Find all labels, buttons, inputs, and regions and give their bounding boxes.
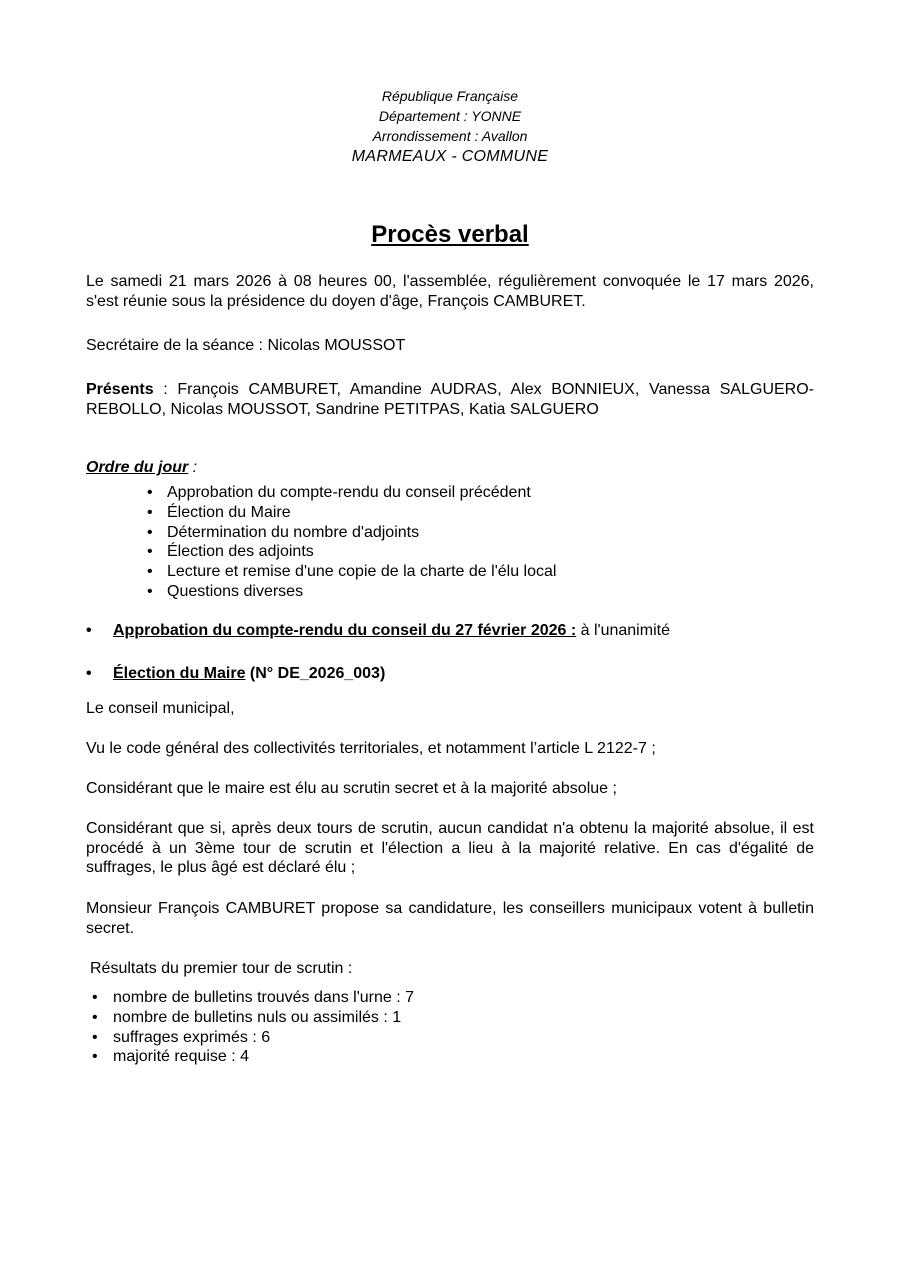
body-considerant-1: Considérant que le maire est élu au scrutin secret et à la majorité absolue ; [86,780,617,797]
results-heading: Résultats du premier tour de scrutin : [90,960,353,977]
agenda-item-text: Élection du Maire [167,503,291,521]
bullet-icon: • [147,563,153,581]
bullet-icon: • [147,543,153,561]
agenda-heading-line [86,458,814,478]
bullet-icon: • [147,582,153,600]
agenda-item [86,483,556,503]
bullet-icon: • [147,523,153,541]
presents-paragraph [86,380,814,419]
agenda-list [86,483,556,602]
result-item-text: nombre de bulletins nuls ou assimilés : 1 [113,1008,402,1026]
agenda-item [86,503,556,523]
agenda-item-text: Approbation du compte-rendu du conseil précédent [167,484,531,501]
bullet-icon: • [86,622,92,639]
results-list [86,988,414,1067]
agenda-item [86,562,556,582]
agenda-heading-suffix: : [188,459,198,476]
result-item [86,1047,414,1067]
bullet-icon: • [147,503,153,521]
presents-label: Présents [86,381,154,398]
bullet-icon: • [86,665,92,682]
section-mayor-title: Élection du Maire [113,665,246,682]
result-item [86,1008,414,1028]
agenda-item [86,582,556,602]
header-commune: MARMEAUX - COMMUNE [351,148,549,165]
agenda-item-text: Élection des adjoints [167,543,314,561]
bullet-icon: • [92,1048,98,1066]
document-title: Procès verbal [371,221,529,248]
agenda-heading: Ordre du jour [86,459,189,476]
intro-paragraph: Le samedi 21 mars 2026 à 08 heures 00, l'assemblée, régulièrement convoquée le 17 mars 2026, s'est réunie sous la présidence du doyen d'âge, François CAMBURET. [86,273,814,310]
body-vu-code: Vu le code général des collectivités territoriales, et notamment l’article L 2122-7 ; [86,740,656,757]
result-item-text: suffrages exprimés : 6 [113,1028,271,1046]
bullet-icon: • [147,484,153,501]
header-department: Département : YONNE [378,108,522,124]
result-item-text: nombre de bulletins trouvés dans l'urne : 7 [113,989,415,1006]
bullet-icon: • [92,989,98,1006]
result-item-text: majorité requise : 4 [113,1048,250,1066]
header-arrondissement: Arrondissement : Avallon [372,128,528,144]
agenda-item-text: Détermination du nombre d'adjoints [167,523,420,541]
secretary-line: Secrétaire de la séance : Nicolas MOUSSOT [86,337,406,354]
body-candidature: Monsieur François CAMBURET propose sa candidature, les conseillers municipaux votent à bulletin secret. [86,900,814,937]
bullet-icon: • [92,1008,98,1026]
presents-list: : François CAMBURET, Amandine AUDRAS, Alex BONNIEUX, Vanessa SALGUERO-REBOLLO, Nicolas MOUSSOT, Sandrine PETITPAS, Katia SALGUERO [86,381,814,418]
agenda-item-text: Questions diverses [167,582,304,600]
agenda-item [86,542,556,562]
result-item [86,1028,414,1048]
section-mayor-election [86,664,814,684]
section-approval-result: à l'unanimité [576,622,670,639]
agenda-item [86,523,556,543]
header-republic: République Française [381,88,519,104]
body-council: Le conseil municipal, [86,700,235,717]
body-considerant-2: Considérant que si, après deux tours de scrutin, aucun candidat n'a obtenu la majorité absolue, il est procédé à un 3ème tour de scrutin et l'élection a lieu à la majorité relative. En cas d'égalité de suffrages, le plus âgé est déclaré élu ; [86,820,814,876]
bullet-icon: • [92,1028,98,1046]
section-approval [86,621,814,641]
section-mayor-ref: (N° DE_2026_003) [245,665,386,682]
header-block [86,86,814,168]
section-approval-title: Approbation du compte-rendu du conseil du 27 février 2026 : [113,622,577,639]
result-item [86,988,414,1008]
agenda-item-text: Lecture et remise d'une copie de la charte de l'élu local [167,563,557,581]
